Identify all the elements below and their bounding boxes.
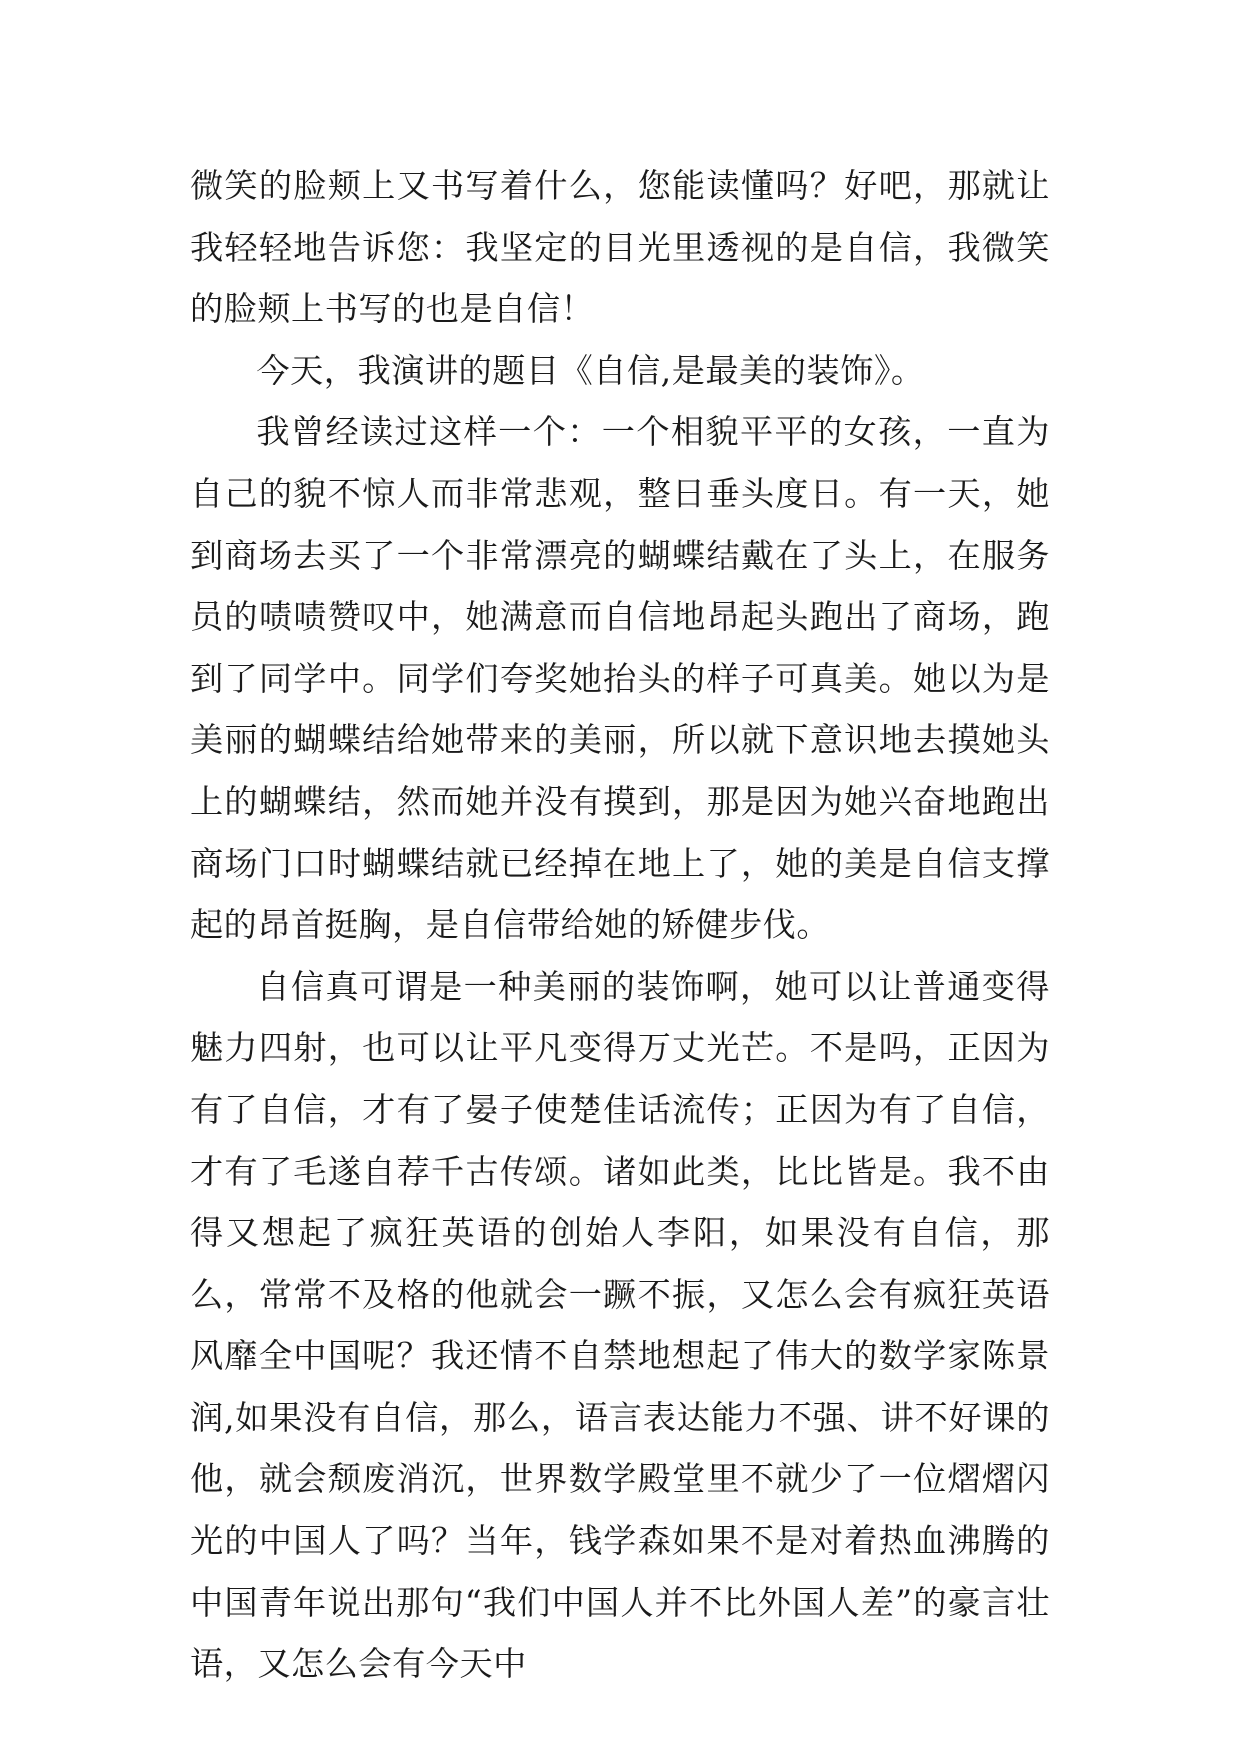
paragraph-2: 今天，我演讲的题目《自信,是最美的装饰》。 [256,350,925,390]
document-body [190,155,1050,1695]
paragraph-1: 微笑的脸颊上又书写着什么，您能读懂吗？好吧，那就让我轻轻地告诉您：我坚定的目光里透视的是自信，我微笑的脸颊上书写的也是自信！ [190,166,1050,329]
paragraph-4: 自信真可谓是一种美丽的装饰啊，她可以让普通变得魅力四射，也可以让平凡变得万丈光芒。不是吗，正因为有了自信，才有了晏子使楚佳话流传；正因为有了自信，才有了毛遂自荐千古传颂。诸如此类，比比皆是。我不由得又想起了疯狂英语的创始人李阳，如果没有自信，那么，常常不及格的他就会一蹶不振，又怎么会有疯狂英语风靡全中国呢？我还情不自禁地想起了伟大的数学家陈景润,如果没有自信，那么，语言表达能力不强、讲不好课的他，就会颓废消沉，世界数学殿堂里不就少了一位熠熠闪光的中国人了吗？当年，钱学森如果不是对着热血沸腾的中国青年说出那句“我们中国人并不比外国人差”的豪言壮语，又怎么会有今天中 [190,966,1050,1684]
paragraph-3: 我曾经读过这样一个：一个相貌平平的女孩，一直为自己的貌不惊人而非常悲观，整日垂头度日。有一天，她到商场去买了一个非常漂亮的蝴蝶结戴在了头上，在服务员的啧啧赞叹中，她满意而自信地昂起头跑出了商场，跑到了同学中。同学们夸奖她抬头的样子可真美。她以为是美丽的蝴蝶结给她带来的美丽，所以就下意识地去摸她头上的蝴蝶结，然而她并没有摸到，那是因为她兴奋地跑出商场门口时蝴蝶结就已经掉在地上了，她的美是自信支撑起的昂首挺胸，是自信带给她的矫健步伐。 [190,412,1050,945]
